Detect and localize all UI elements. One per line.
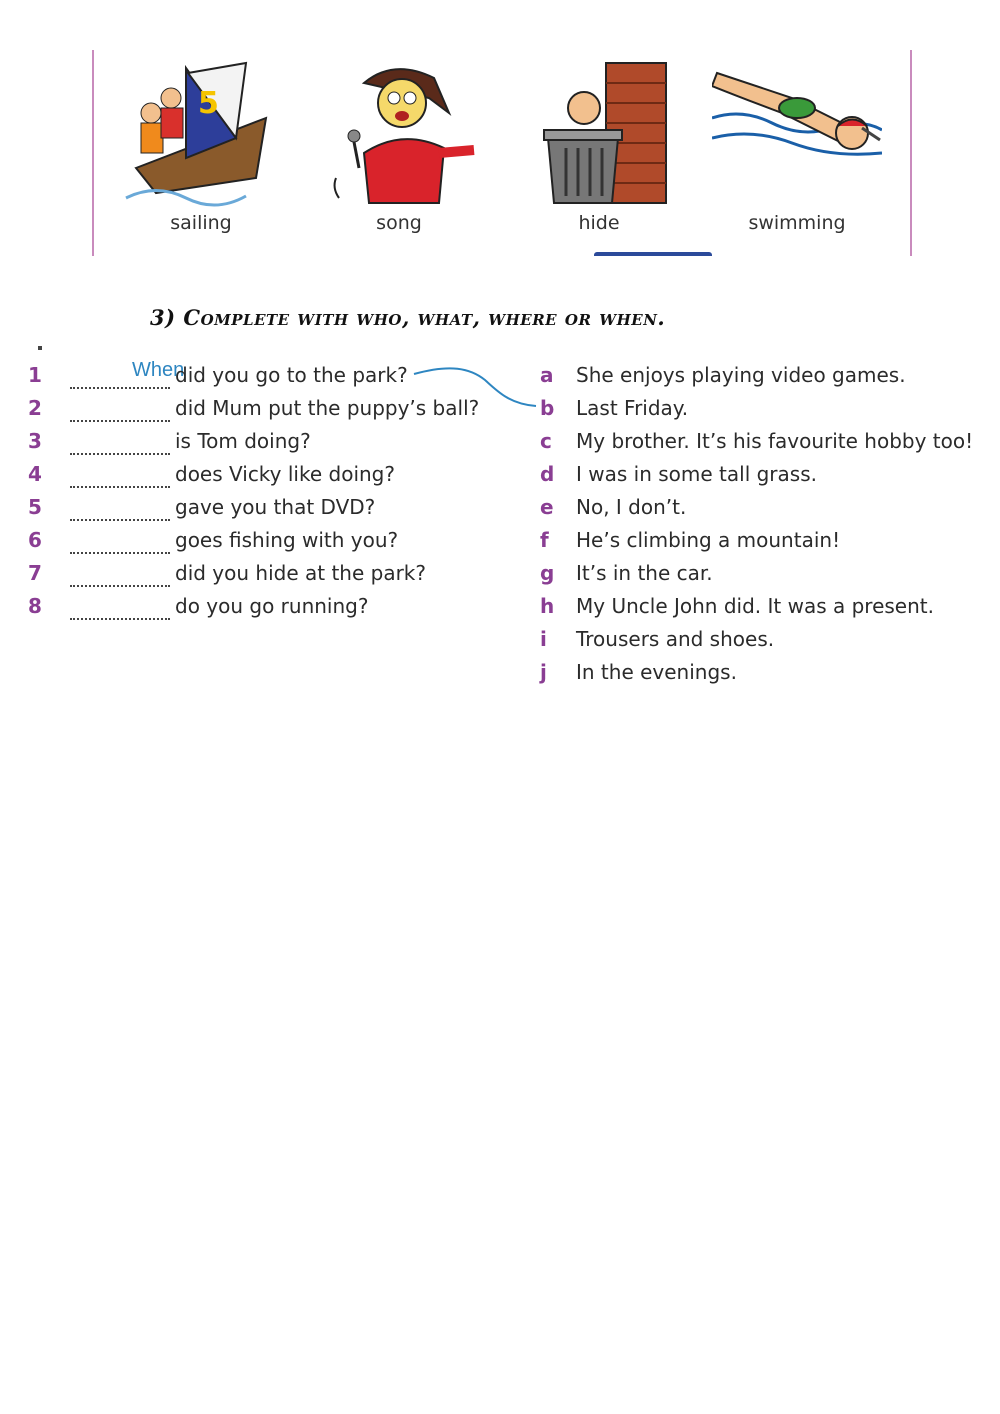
- question-row: [28, 495, 498, 525]
- answer-text: I was in some tall grass.: [576, 462, 817, 486]
- answer-text: My brother. It’s his favourite hobby too!: [576, 429, 974, 453]
- answer-letter: b: [540, 396, 555, 420]
- answer-text: No, I don’t.: [576, 495, 687, 519]
- question-number: 7: [28, 561, 42, 585]
- answer-text: It’s in the car.: [576, 561, 713, 585]
- answer-text: Last Friday.: [576, 396, 689, 420]
- question-number: 3: [28, 429, 42, 453]
- answer-option: [540, 594, 980, 624]
- hide-illustration: [514, 58, 684, 208]
- answer-option: [540, 429, 980, 459]
- answer-text: Trousers and shoes.: [576, 627, 775, 651]
- caption-sailing: sailing: [170, 212, 232, 234]
- question-text: did Mum put the puppy’s ball?: [175, 396, 480, 420]
- question-text: did you go to the park?: [175, 363, 408, 387]
- question-text: goes fishing with you?: [175, 528, 399, 552]
- question-number: 5: [28, 495, 42, 519]
- answer-option: [540, 495, 980, 525]
- question-number: 2: [28, 396, 42, 420]
- caption-swimming: swimming: [748, 212, 846, 234]
- question-row: [28, 429, 498, 459]
- answer-letter: a: [540, 363, 554, 387]
- question-number: 4: [28, 462, 42, 486]
- answer-text: In the evenings.: [576, 660, 737, 684]
- answer-letter: c: [540, 429, 552, 453]
- answer-text: She enjoys playing video games.: [576, 363, 906, 387]
- answer-option: [540, 627, 980, 657]
- question-number: 6: [28, 528, 42, 552]
- match-connector-line: [410, 362, 540, 412]
- question-text: does Vicky like doing?: [175, 462, 395, 486]
- question-text: is Tom doing?: [175, 429, 311, 453]
- answer-option: [540, 528, 980, 558]
- question-number: 1: [28, 363, 42, 387]
- question-text: did you hide at the park?: [175, 561, 427, 585]
- question-text: gave you that DVD?: [175, 495, 376, 519]
- question-row: [28, 528, 498, 558]
- answer-option: [540, 561, 980, 591]
- answer-letter: e: [540, 495, 554, 519]
- answer-blank[interactable]: [70, 398, 170, 422]
- question-text: do you go running?: [175, 594, 369, 618]
- question-number: 8: [28, 594, 42, 618]
- answer-blank[interactable]: [70, 464, 170, 488]
- answer-blank[interactable]: [70, 563, 170, 587]
- answer-blank[interactable]: [70, 431, 170, 455]
- answer-text: He’s climbing a mountain!: [576, 528, 841, 552]
- sailing-illustration: [116, 58, 286, 208]
- answer-option: [540, 462, 980, 492]
- exercise-heading: 3) Complete with who, what, where or when.: [150, 305, 666, 330]
- answer-letter: i: [540, 627, 547, 651]
- picture-strip: [92, 50, 912, 256]
- answer-letter: j: [540, 660, 547, 684]
- caption-song: song: [376, 212, 422, 234]
- answer-letter: f: [540, 528, 549, 552]
- answer-blank[interactable]: [70, 530, 170, 554]
- singer-illustration: [314, 58, 484, 208]
- answer-option: [540, 660, 980, 690]
- answer-blank[interactable]: [70, 596, 170, 620]
- answer-letter: g: [540, 561, 555, 585]
- question-row: [28, 561, 498, 591]
- swimming-illustration: [712, 58, 882, 208]
- question-row: [28, 594, 498, 624]
- answer-letter: d: [540, 462, 555, 486]
- answer-text: My Uncle John did. It was a present.: [576, 594, 934, 618]
- answer-letter: h: [540, 594, 555, 618]
- decorative-dot: [38, 346, 42, 350]
- answer-option: [540, 363, 980, 393]
- answer-option: [540, 396, 980, 426]
- answer-blank[interactable]: [70, 497, 170, 521]
- caption-hide: hide: [578, 212, 620, 234]
- answer-blank[interactable]: [70, 359, 185, 389]
- question-row: [28, 462, 498, 492]
- svg-text:5: 5: [198, 86, 219, 121]
- strip-accent: [594, 252, 712, 256]
- handwritten-answer: When: [132, 359, 185, 381]
